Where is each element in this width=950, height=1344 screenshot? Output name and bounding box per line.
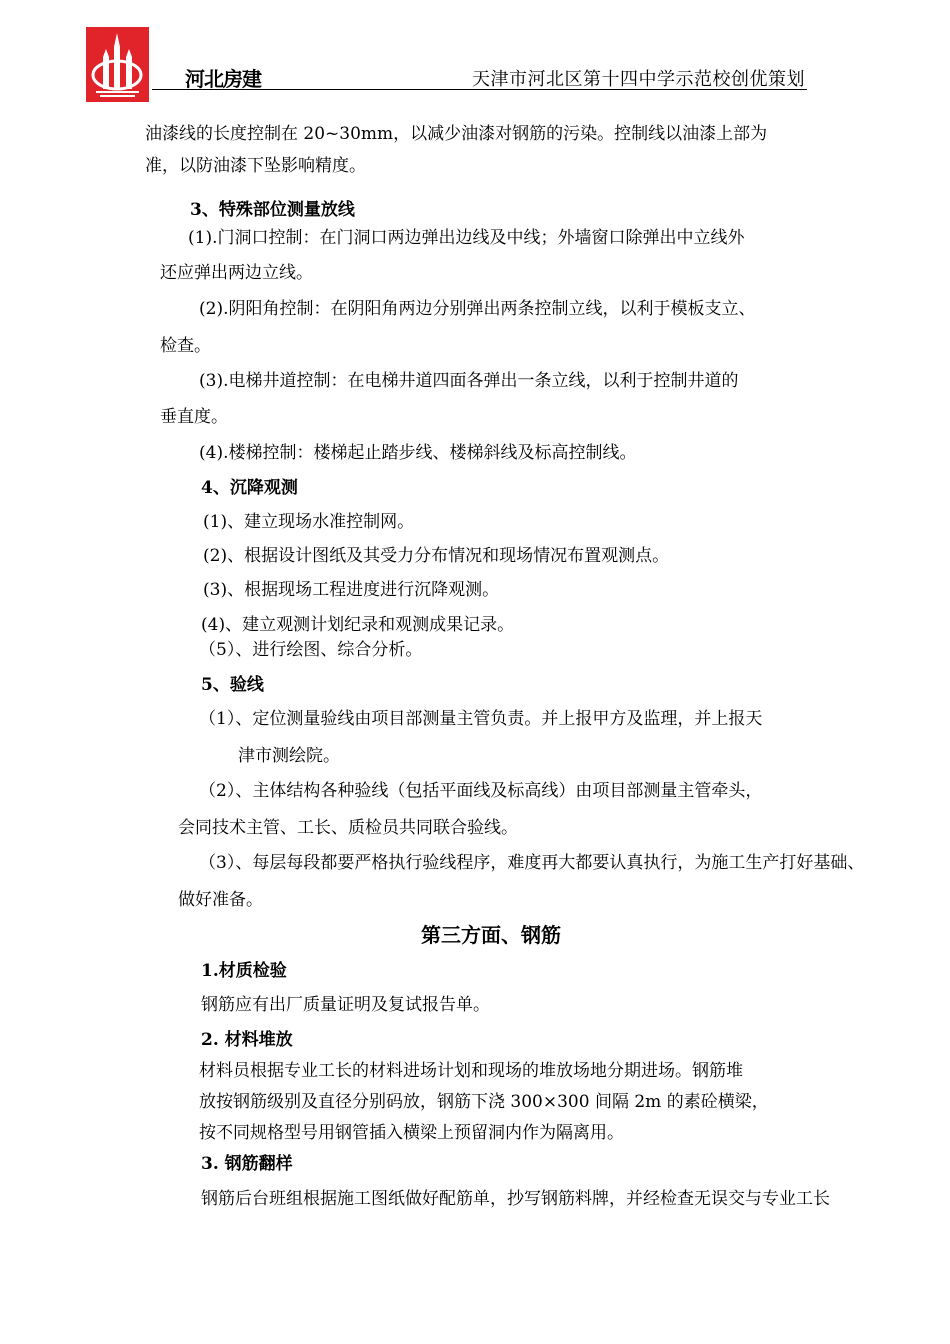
header-rule: [152, 89, 807, 90]
section-heading: 1.材质检验: [201, 961, 287, 981]
document-title: 天津市河北区第十四中学示范校创优策划: [472, 69, 805, 90]
section-heading: 2. 材料堆放: [201, 1030, 293, 1050]
logo-graphic: [86, 27, 149, 102]
section-heading: 5、验线: [201, 675, 264, 695]
paragraph-line: 材料员根据专业工长的材料进场计划和现场的堆放场地分期进场。钢筋堆: [199, 1061, 743, 1081]
paragraph-line: 津市测绘院。: [238, 746, 340, 766]
paragraph-line: 按不同规格型号用钢管插入横梁上预留洞内作为隔离用。: [199, 1123, 624, 1143]
paragraph-line: (1).门洞口控制：在门洞口两边弹出边线及中线；外墙窗口除弹出中立线外: [188, 228, 745, 248]
paragraph-line: 检查。: [160, 336, 211, 356]
paragraph-line: （3）、每层每段都要严格执行验线程序，难度再大都要认真执行，为施工生产打好基础、: [199, 853, 865, 873]
paragraph-line: 钢筋应有出厂质量证明及复试报告单。: [201, 995, 490, 1015]
paragraph-line: (2).阴阳角控制：在阴阳角两边分别弹出两条控制立线，以利于模板支立、: [199, 299, 756, 319]
paragraph-line: 钢筋后台班组根据施工图纸做好配筋单，抄写钢筋料牌，并经检查无误交与专业工长: [201, 1189, 830, 1209]
paragraph-line: 会同技术主管、工长、质检员共同联合验线。: [178, 818, 518, 838]
list-item: (2)、根据设计图纸及其受力分布情况和现场情况布置观测点。: [203, 546, 670, 566]
list-item: （5）、进行绘图、综合分析。: [199, 640, 423, 660]
section-heading: 3. 钢筋翻样: [201, 1154, 293, 1174]
section-heading: 4、沉降观测: [201, 478, 298, 498]
company-name: 河北房建: [185, 67, 261, 91]
paragraph-line: 油漆线的长度控制在 20~30mm，以减少油漆对钢筋的污染。控制线以油漆上部为: [145, 124, 768, 144]
paragraph-line: 放按钢筋级别及直径分别码放，钢筋下浇 300×300 间隔 2m 的素砼横梁，: [199, 1092, 769, 1112]
paragraph-line: (4).楼梯控制：楼梯起止踏步线、楼梯斜线及标高控制线。: [199, 443, 637, 463]
chapter-title: 第三方面、钢筋: [421, 923, 561, 947]
paragraph-line: (3).电梯井道控制：在电梯井道四面各弹出一条立线，以利于控制井道的: [199, 371, 739, 391]
paragraph-line: （2）、主体结构各种验线（包括平面线及标高线）由项目部测量主管牵头，: [199, 781, 763, 801]
paragraph-line: （1）、定位测量验线由项目部测量主管负责。并上报甲方及监理，并上报天: [199, 709, 763, 729]
section-heading: 3、特殊部位测量放线: [190, 200, 355, 220]
paragraph-line: 垂直度。: [160, 407, 228, 427]
list-item: (3)、根据现场工程进度进行沉降观测。: [203, 580, 500, 600]
company-logo-icon: [86, 27, 149, 102]
list-item: (4)、建立观测计划纪录和观测成果记录。: [201, 615, 515, 635]
paragraph-line: 准，以防油漆下坠影响精度。: [145, 156, 366, 176]
list-item: (1)、建立现场水准控制网。: [203, 512, 415, 532]
paragraph-line: 还应弹出两边立线。: [160, 263, 313, 283]
paragraph-line: 做好准备。: [178, 890, 263, 910]
